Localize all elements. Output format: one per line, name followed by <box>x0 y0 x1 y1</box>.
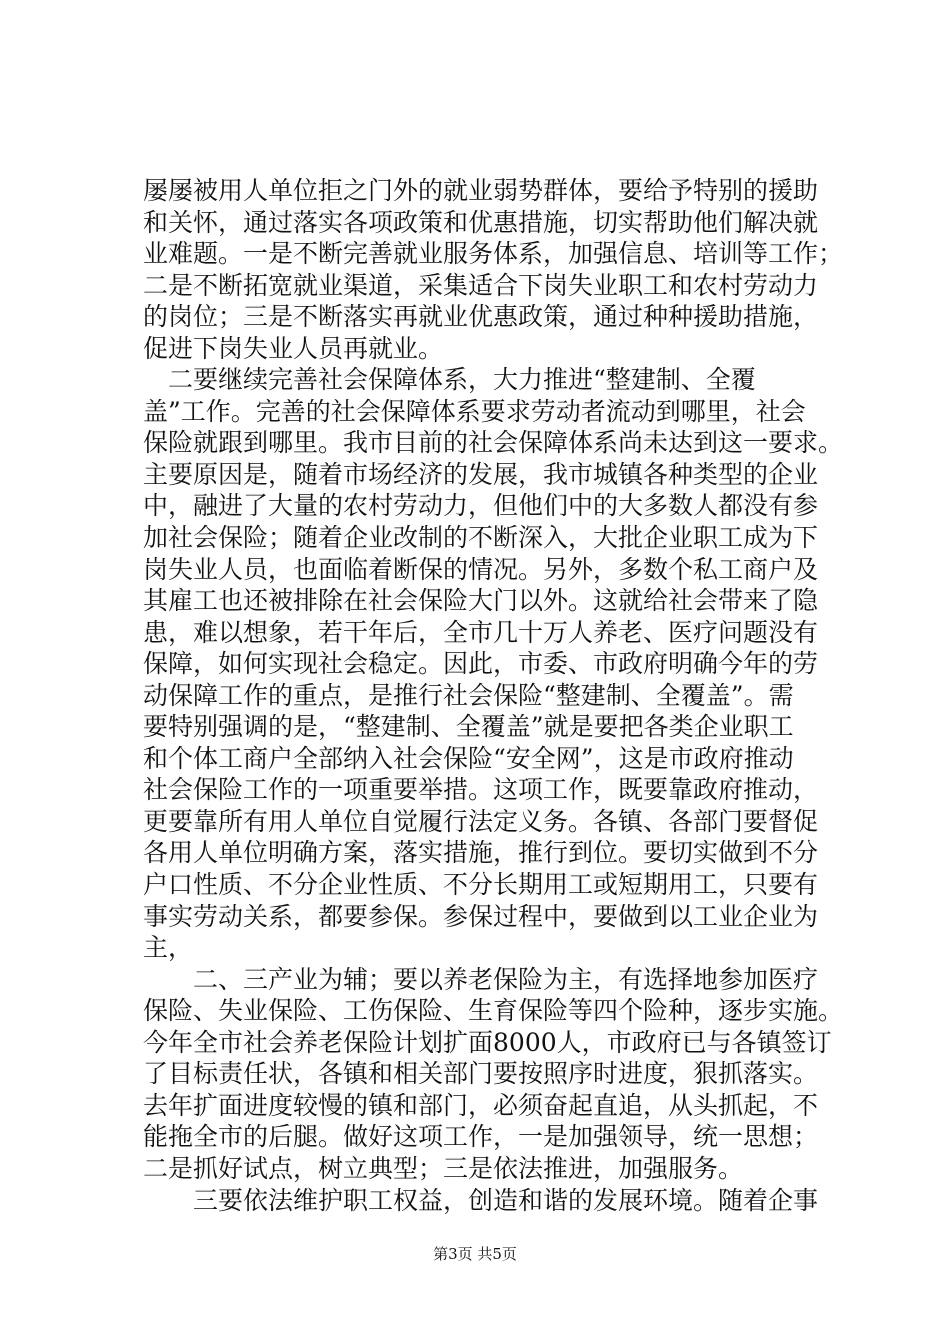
text-line: 要特别强调的是，“整建制、全覆盖”就是要把各类企业职工 <box>143 712 794 742</box>
text-line: 主， <box>143 933 194 963</box>
page-number-footer: 第3页 共5页 <box>433 1245 517 1263</box>
text-line: 事实劳动关系，都要参保。参保过程中，要做到以工业企业为 <box>143 901 819 931</box>
text-line: 能拖全市的后腿。做好这项工作，一是加强领导，统一思想； <box>143 1122 819 1152</box>
text-line: 加社会保险；随着企业改制的不断深入，大批企业职工成为下 <box>143 523 819 553</box>
text-line: 盖”工作。完善的社会保障体系要求劳动者流动到哪里，社会 <box>143 396 806 426</box>
text-line: 岗失业人员，也面临着断保的情况。另外，多数个私工商户及 <box>143 554 819 584</box>
text-line: 业难题。一是不断完善就业服务体系，加强信息、培训等工作； <box>143 239 844 269</box>
text-line: 去年扩面进度较慢的镇和部门，必须奋起直追，从头抓起，不 <box>143 1090 819 1120</box>
text-line: 的岗位；三是不断落实再就业优惠政策，通过种种援助措施， <box>143 302 819 332</box>
text-line: 三要依法维护职工权益，创造和谐的发展环境。随着企事 <box>143 1185 819 1215</box>
text-line: 动保障工作的重点，是推行社会保险“整建制、全覆盖”。需 <box>143 680 794 710</box>
text-line: 各用人单位明确方案，落实措施，推行到位。要切实做到不分 <box>143 838 819 868</box>
text-line: 二是不断拓宽就业渠道，采集适合下岗失业职工和农村劳动力 <box>143 270 819 300</box>
text-line: 更要靠所有用人单位自觉履行法定义务。各镇、各部门要督促 <box>143 806 819 836</box>
text-line: 二、三产业为辅；要以养老保险为主，有选择地参加医疗 <box>143 964 819 994</box>
text-line: 二要继续完善社会保障体系，大力推进“整建制、全覆 <box>143 365 756 395</box>
text-line: 了目标责任状，各镇和相关部门要按照序时进度，狠抓落实。 <box>143 1059 819 1089</box>
text-line: 和个体工商户全部纳入社会保险“安全网”，这是市政府推动 <box>143 743 794 773</box>
text-line: 保险、失业保险、工伤保险、生育保险等四个险种，逐步实施。 <box>143 996 844 1026</box>
document-body <box>143 175 844 1216</box>
text-line: 屡屡被用人单位拒之门外的就业弱势群体，要给予特别的援助 <box>143 176 819 205</box>
text-line: 患，难以想象，若干年后，全市几十万人养老、医疗问题没有 <box>143 617 819 647</box>
text-line: 二是抓好试点，树立典型；三是依法推进，加强服务。 <box>143 1153 744 1183</box>
text-line: 保障，如何实现社会稳定。因此，市委、市政府明确今年的劳 <box>143 649 819 679</box>
text-line: 户口性质、不分企业性质、不分长期用工或短期用工，只要有 <box>143 870 819 900</box>
text-line: 其雇工也还被排除在社会保险大门以外。这就给社会带来了隐 <box>143 586 819 616</box>
text-line: 今年全市社会养老保险计划扩面8000人，市政府已与各镇签订 <box>143 1027 832 1057</box>
text-line: 主要原因是，随着市场经济的发展，我市城镇各种类型的企业 <box>143 459 819 489</box>
text-line: 中，融进了大量的农村劳动力，但他们中的大多数人都没有参 <box>143 491 819 521</box>
text-line: 社会保险工作的一项重要举措。这项工作，既要靠政府推动， <box>143 775 819 805</box>
text-line: 促进下岗失业人员再就业。 <box>143 333 444 363</box>
text-line: 和关怀，通过落实各项政策和优惠措施，切实帮助他们解决就 <box>143 207 819 237</box>
text-line: 保险就跟到哪里。我市目前的社会保障体系尚未达到这一要求。 <box>143 428 844 458</box>
